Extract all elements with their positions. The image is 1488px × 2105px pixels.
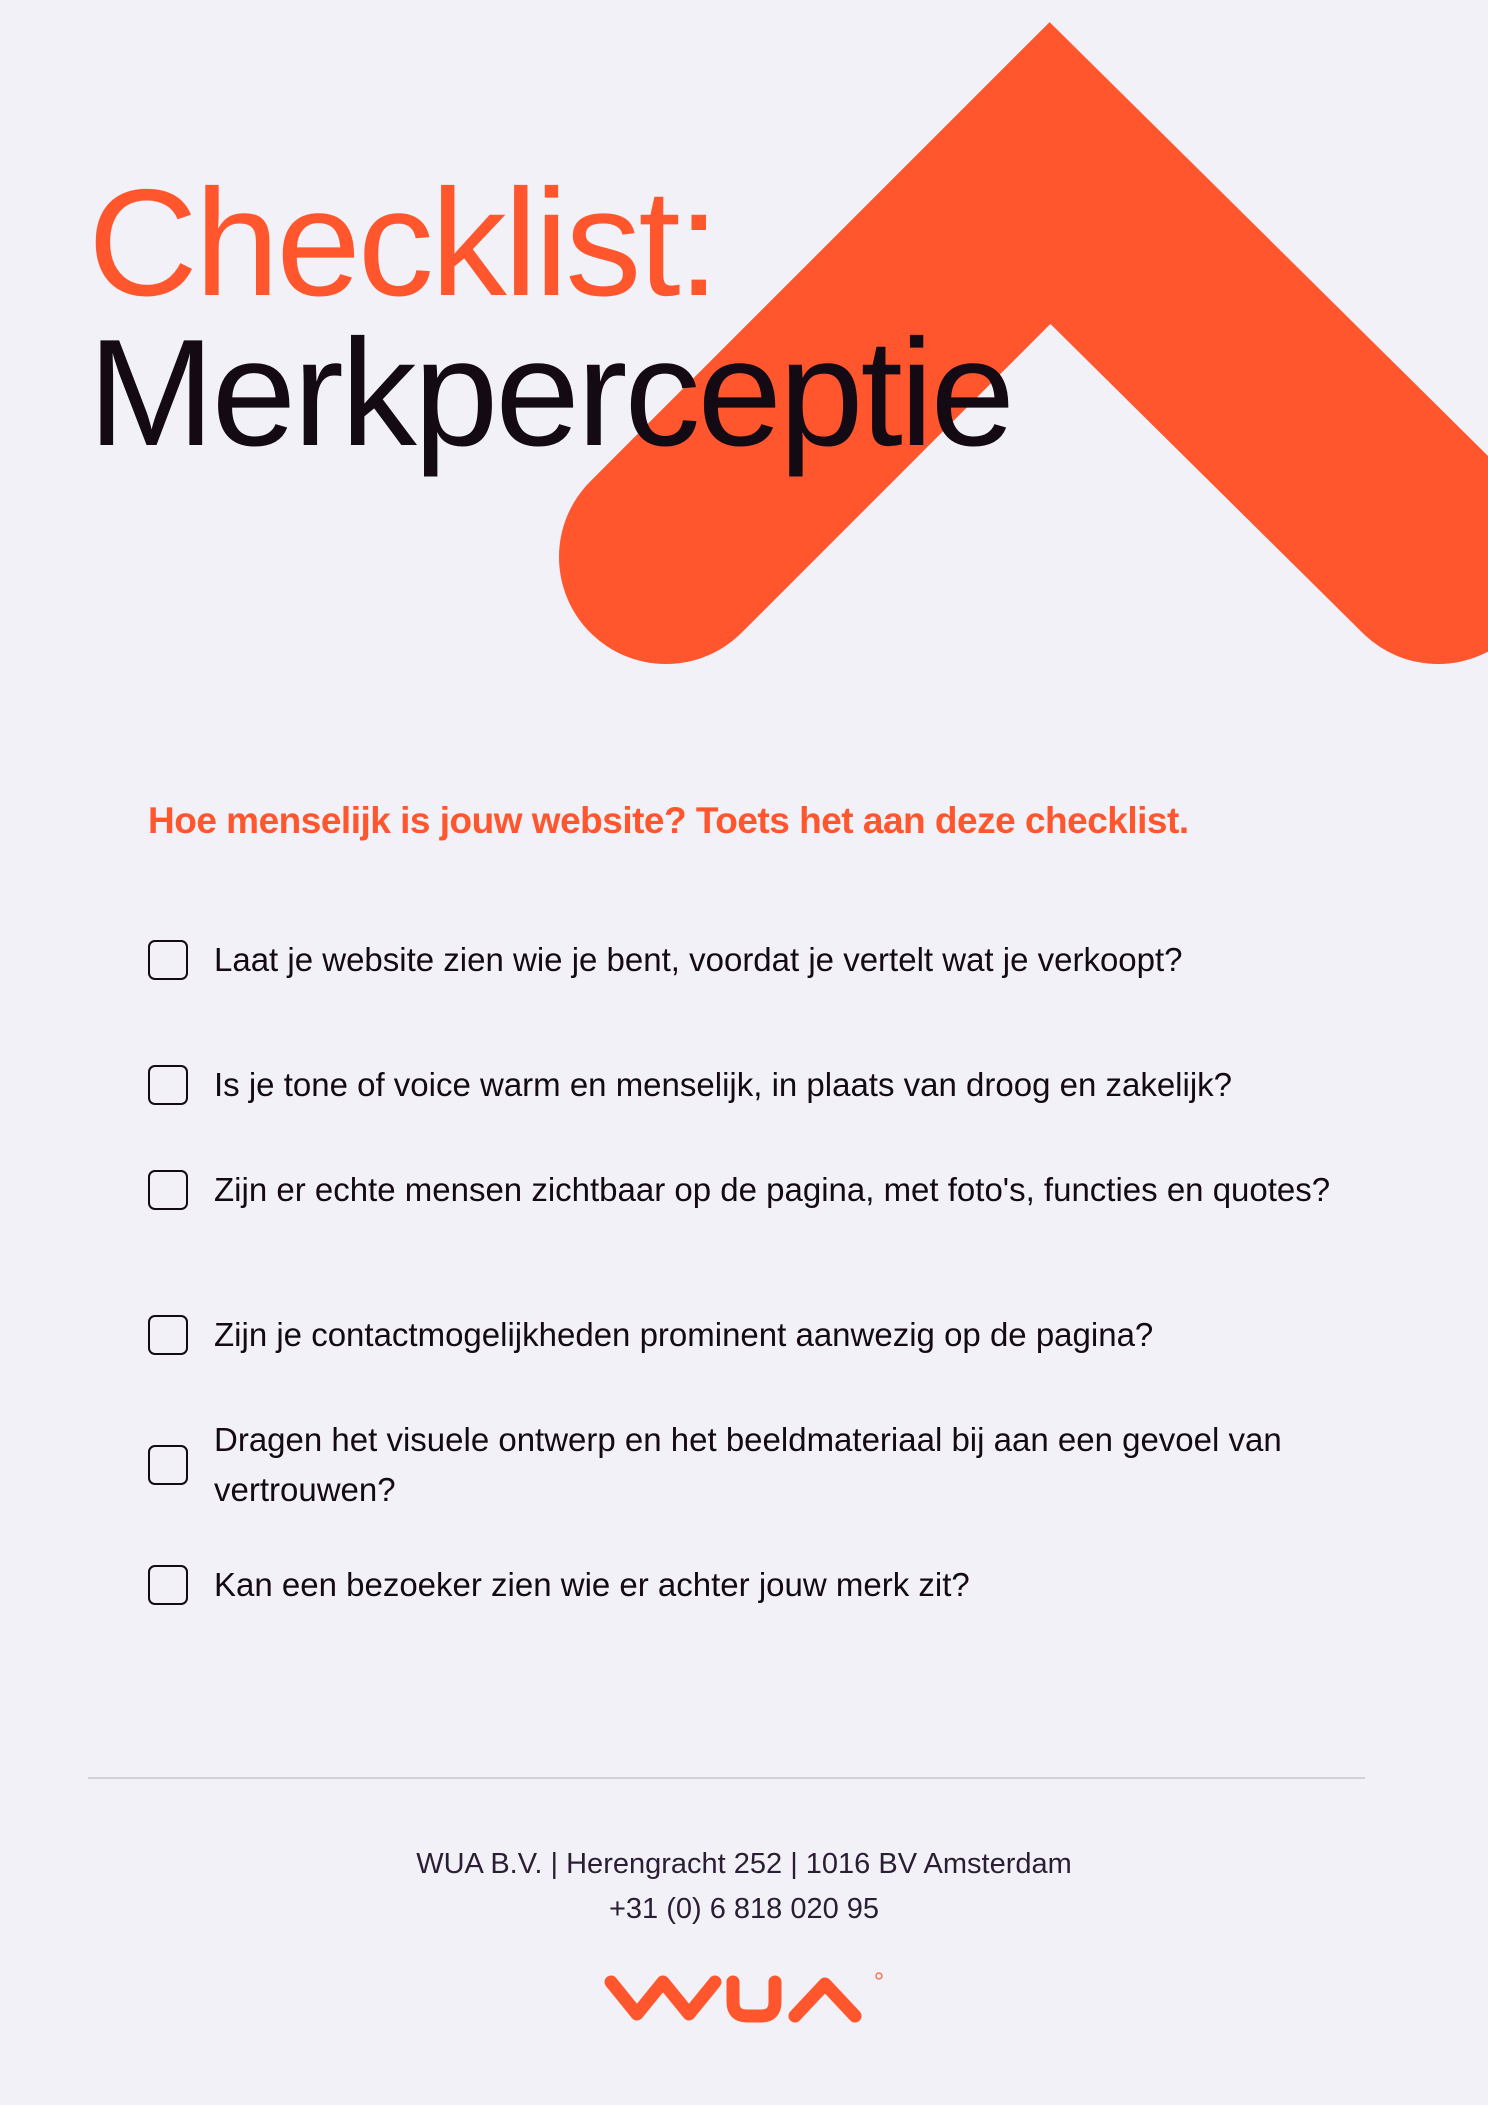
checklist-item bbox=[148, 1560, 1398, 1610]
title-line-checklist: Checklist: bbox=[88, 158, 717, 328]
checklist-item bbox=[148, 935, 1398, 985]
checklist-item bbox=[148, 1165, 1398, 1215]
checkbox[interactable] bbox=[148, 1445, 188, 1485]
footer-divider bbox=[88, 1777, 1365, 1779]
checklist-item bbox=[148, 1415, 1398, 1515]
footer-address: WUA B.V. | Herengracht 252 | 1016 BV Amsterdam bbox=[416, 1848, 1072, 1880]
wua-logo bbox=[603, 1970, 893, 2030]
checklist-item-text: Zijn er echte mensen zichtbaar op de pagina, met foto's, functies en quotes? bbox=[214, 1171, 1331, 1208]
title-line-merkperceptie: Merkperceptie bbox=[88, 308, 1013, 478]
checklist-item-text: Dragen het visuele ontwerp en het beeldmateriaal bij aan een gevoel van vertrouwen? bbox=[214, 1421, 1282, 1508]
checklist-item-text: Zijn je contactmogelijkheden prominent aanwezig op de pagina? bbox=[214, 1316, 1154, 1353]
checklist-item-text: Kan een bezoeker zien wie er achter jouw merk zit? bbox=[214, 1566, 970, 1603]
checklist-item bbox=[148, 1060, 1398, 1110]
footer-phone: +31 (0) 6 818 020 95 bbox=[608, 1893, 880, 1925]
checkbox[interactable] bbox=[148, 940, 188, 980]
intro-text: Hoe menselijk is jouw website? Toets het aan deze checklist. bbox=[148, 800, 1189, 841]
checkbox[interactable] bbox=[148, 1065, 188, 1105]
checklist-item bbox=[148, 1310, 1398, 1360]
checklist-item-text: Laat je website zien wie je bent, voordat je vertelt wat je verkoopt? bbox=[214, 941, 1183, 978]
checklist-item-text: Is je tone of voice warm en menselijk, in plaats van droog en zakelijk? bbox=[214, 1066, 1233, 1103]
page-title bbox=[88, 158, 1013, 478]
checkbox[interactable] bbox=[148, 1170, 188, 1210]
checkbox[interactable] bbox=[148, 1565, 188, 1605]
checkbox[interactable] bbox=[148, 1315, 188, 1355]
